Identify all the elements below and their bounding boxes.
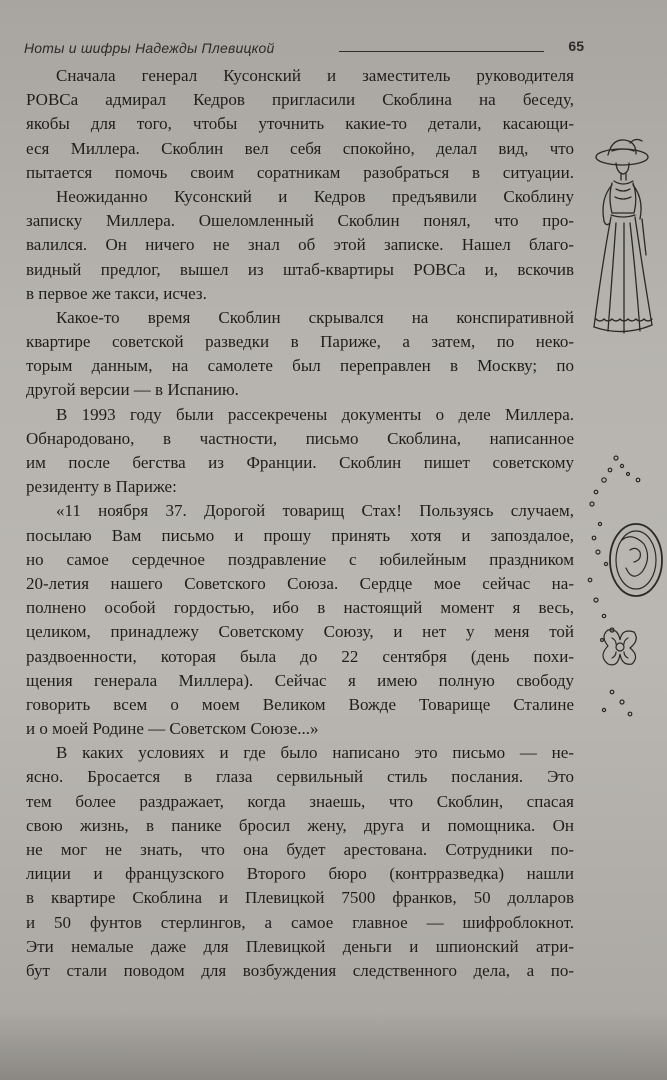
text-line: целиком, принадлежу Советскому Союзу, и нет у меня той [26,622,574,642]
text-line: «11 ноября 37. Дорогой товарищ Стах! Пользуясь случаем, [56,501,574,521]
text-line: и о моей Родине — Советском Союзе...» [26,719,319,739]
text-line: Какое-то время Скоблин скрывался на конспиративной [56,307,574,327]
text-line: но самое сердечное поздравление с юбилейным праздником [26,549,574,569]
lady-illustration [586,135,660,340]
paragraph [26,306,574,403]
text-line: раздвоенности, которая была до 22 сентября (день похи- [26,646,574,666]
text-line: свою жизнь, в панике бросил жену, друга и помощника. Он [26,815,574,835]
text-line: Сначала генерал Кусонский и заместитель руководителя [56,66,574,85]
text-line: резиденту в Париже: [26,477,177,497]
paragraph [26,64,574,185]
text-line: валился. Он ничего не знал об этой записке. Нашел благо- [26,235,574,255]
text-line: 20-летия нашего Советского Союза. Сердце мое сейчас на- [26,573,574,593]
paragraph [26,741,574,983]
text-line: записку Миллера. Ошеломленный Скоблин понял, что про- [26,211,574,231]
text-line: в квартире Скоблина и Плевицкой 7500 франков, 50 долларов [26,888,574,908]
text-line: бут стали поводом для возбуждения следственного дела, а по- [26,960,574,980]
text-line: говорить всем о моем Великом Вожде Товарище Сталине [26,694,574,714]
text-line: Обнародовано, в частности, письмо Скоблина, написанное [26,428,574,448]
text-line: и 50 фунтов стерлингов, а самое главное — шифроблокнот. [26,912,574,932]
text-line: тем более раздражает, когда знаешь, что Скоблин, спасая [26,791,574,811]
text-line: в первое же такси, исчез. [26,283,207,303]
text-line: полнено особой гордостью, ибо в настоящий момент я весь, [26,598,574,618]
text-line: Неожиданно Кусонский и Кедров предъявили Скоблину [56,186,574,206]
header-rule [339,51,544,52]
text-line: еся Миллера. Скоблин вел себя спокойно, делал вид, что [26,138,574,158]
text-line: якобы для того, чтобы уточнить какие-то детали, касающи- [26,114,574,134]
text-line: В каких условиях и где было написано это письмо — не- [56,743,574,763]
body-text [26,64,574,983]
text-line: В 1993 году были рассекречены документы о деле Миллера. [56,404,574,424]
text-line: РОВСа адмирал Кедров пригласили Скоблина на беседу, [26,90,574,110]
page-shadow [0,1010,667,1080]
running-header [24,38,584,60]
text-line: квартире советской разведки в Париже, а затем, по неко- [26,332,574,352]
text-line: Эти немалые даже для Плевицкой деньги и шпионский атри- [26,936,574,956]
paragraph [26,185,574,306]
text-line: лиции и французского Второго бюро (контрразведка) нашли [26,864,574,884]
text-line: торым данным, на самолете был переправлен в Москву; по [26,356,574,376]
text-line: другой версии — в Испанию. [26,380,239,400]
text-line: посылаю Вам письмо и прошу принять хотя и запоздалое, [26,525,574,545]
text-line: не мог не знать, что она будет арестована. Сотрудники по- [26,840,574,859]
text-line: ясно. Бросается в глаза сервильный стиль послания. Это [26,767,574,787]
text-line: видный предлог, вышел из штаб-квартиры РОВСа и, вскочив [26,259,574,279]
mirror-ornament-illustration [582,440,664,730]
quote-paragraph [26,499,574,741]
page-number: 65 [568,38,584,54]
paragraph [26,403,574,500]
header-title: Ноты и шифры Надежды Плевицкой [24,40,275,56]
text-line: им после бегства из Франции. Скоблин пишет советскому [26,453,574,472]
text-line: пытается помочь своим соратникам разобраться в ситуации. [26,162,574,182]
text-line: щения генерала Миллера). Сейчас я имею полную свободу [26,670,574,690]
